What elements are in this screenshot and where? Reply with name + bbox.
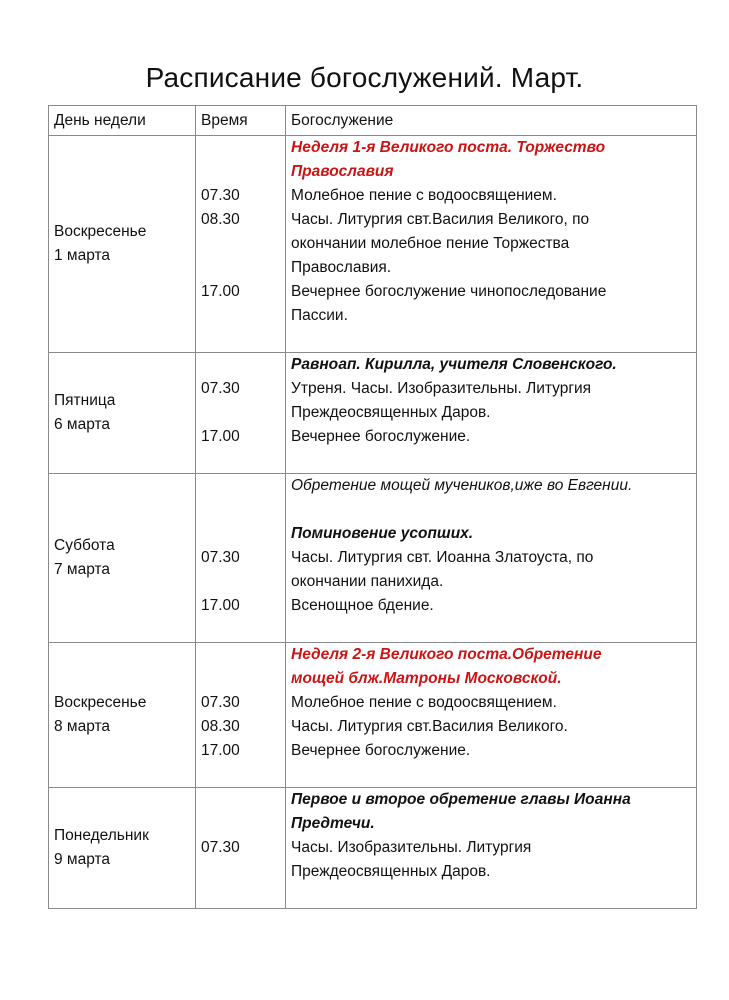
service-description: Преждеосвященных Даров. (291, 863, 491, 880)
day-cell (49, 353, 196, 474)
spacer (291, 884, 696, 908)
service-description: Преждеосвященных Даров. (291, 404, 491, 421)
day-cell (49, 136, 196, 353)
column-header-day: День недели (49, 106, 196, 136)
weekday-label: Воскресенье (54, 223, 147, 240)
service-description: Молебное пение с водоосвящением. (291, 694, 557, 711)
feast-title: Предтечи. (291, 815, 375, 832)
page-title: Расписание богослужений. Март. (145, 62, 584, 93)
date-label: 9 марта (54, 851, 111, 868)
table-row (49, 474, 697, 643)
day-cell (49, 643, 196, 788)
spacer (201, 328, 285, 352)
weekday-label: Суббота (54, 537, 115, 554)
service-description: Утреня. Часы. Изобразительны. Литургия (291, 380, 592, 397)
service-time: 17.00 (201, 283, 240, 300)
spacer (291, 763, 696, 787)
service-cell (286, 353, 697, 474)
service-time: 17.00 (201, 428, 240, 445)
spacer (201, 232, 285, 256)
weekday-label: Понедельник (54, 827, 149, 844)
table-header-row (49, 106, 697, 136)
time-cell (196, 788, 286, 909)
spacer (201, 643, 285, 667)
service-cell (286, 788, 697, 909)
date-label: 8 марта (54, 718, 111, 735)
service-time: 17.00 (201, 597, 240, 614)
spacer (201, 474, 285, 498)
feast-title: Православия (291, 163, 394, 180)
service-cell (286, 474, 697, 643)
spacer (201, 812, 285, 836)
service-description: Часы. Литургия свт.Василия Великого, по (291, 211, 590, 228)
time-cell (196, 136, 286, 353)
service-description: Часы. Изобразительны. Литургия (291, 839, 532, 856)
feast-title: Неделя 1-я Великого поста. Торжество (291, 139, 606, 156)
time-cell (196, 353, 286, 474)
feast-title: мощей блж.Матроны Московской. (291, 670, 562, 687)
service-description: Вечернее богослужение. (291, 428, 471, 445)
service-time: 07.30 (201, 839, 240, 856)
spacer (201, 860, 285, 884)
day-cell (49, 788, 196, 909)
schedule-table (48, 105, 697, 909)
service-description: Всенощное бдение. (291, 597, 434, 614)
spacer (201, 160, 285, 184)
table-row (49, 353, 697, 474)
spacer (201, 884, 285, 908)
service-time: 08.30 (201, 718, 240, 735)
column-header-service: Богослужение (286, 106, 697, 136)
spacer (201, 498, 285, 522)
time-cell (196, 643, 286, 788)
table-row (49, 136, 697, 353)
spacer (201, 136, 285, 160)
service-time: 07.30 (201, 694, 240, 711)
date-label: 7 марта (54, 561, 111, 578)
weekday-label: Воскресенье (54, 694, 147, 711)
service-time: 07.30 (201, 187, 240, 204)
spacer (201, 788, 285, 812)
spacer (291, 498, 696, 522)
column-header-time: Время (196, 106, 286, 136)
table-row (49, 788, 697, 909)
spacer (201, 304, 285, 328)
service-description: Вечернее богослужение. (291, 742, 471, 759)
table-row (49, 643, 697, 788)
spacer (201, 618, 285, 642)
service-description: окончании панихида. (291, 573, 444, 590)
service-cell (286, 136, 697, 353)
spacer (201, 449, 285, 473)
spacer (201, 401, 285, 425)
service-description: Часы. Литургия свт.Василия Великого. (291, 718, 568, 735)
service-time: 07.30 (201, 380, 240, 397)
service-description: Православия. (291, 259, 392, 276)
service-description: Часы. Литургия свт. Иоанна Златоуста, по (291, 549, 594, 566)
spacer (291, 449, 696, 473)
spacer (201, 667, 285, 691)
service-time: 08.30 (201, 211, 240, 228)
weekday-label: Пятница (54, 392, 116, 409)
service-description: окончании молебное пение Торжества (291, 235, 570, 252)
service-cell (286, 643, 697, 788)
spacer (291, 618, 696, 642)
spacer (201, 353, 285, 377)
spacer (201, 522, 285, 546)
service-description: Пассии. (291, 307, 348, 324)
day-cell (49, 474, 196, 643)
spacer (291, 328, 696, 352)
spacer (201, 763, 285, 787)
service-description: Вечернее богослужение чинопоследование (291, 283, 607, 300)
spacer (201, 256, 285, 280)
service-time: 07.30 (201, 549, 240, 566)
service-time: 17.00 (201, 742, 240, 759)
commemoration-text: Обретение мощей мучеников,иже во Евгении. (291, 477, 633, 494)
feast-title: Равноап. Кирилла, учителя Словенского. (291, 356, 617, 373)
date-label: 6 марта (54, 416, 111, 433)
time-cell (196, 474, 286, 643)
date-label: 1 марта (54, 247, 111, 264)
spacer (201, 570, 285, 594)
service-description: Молебное пение с водоосвящением. (291, 187, 557, 204)
feast-title: Первое и второе обретение главы Иоанна (291, 791, 631, 808)
feast-title: Неделя 2-я Великого поста.Обретение (291, 646, 602, 663)
feast-title: Поминовение усопших. (291, 525, 474, 542)
